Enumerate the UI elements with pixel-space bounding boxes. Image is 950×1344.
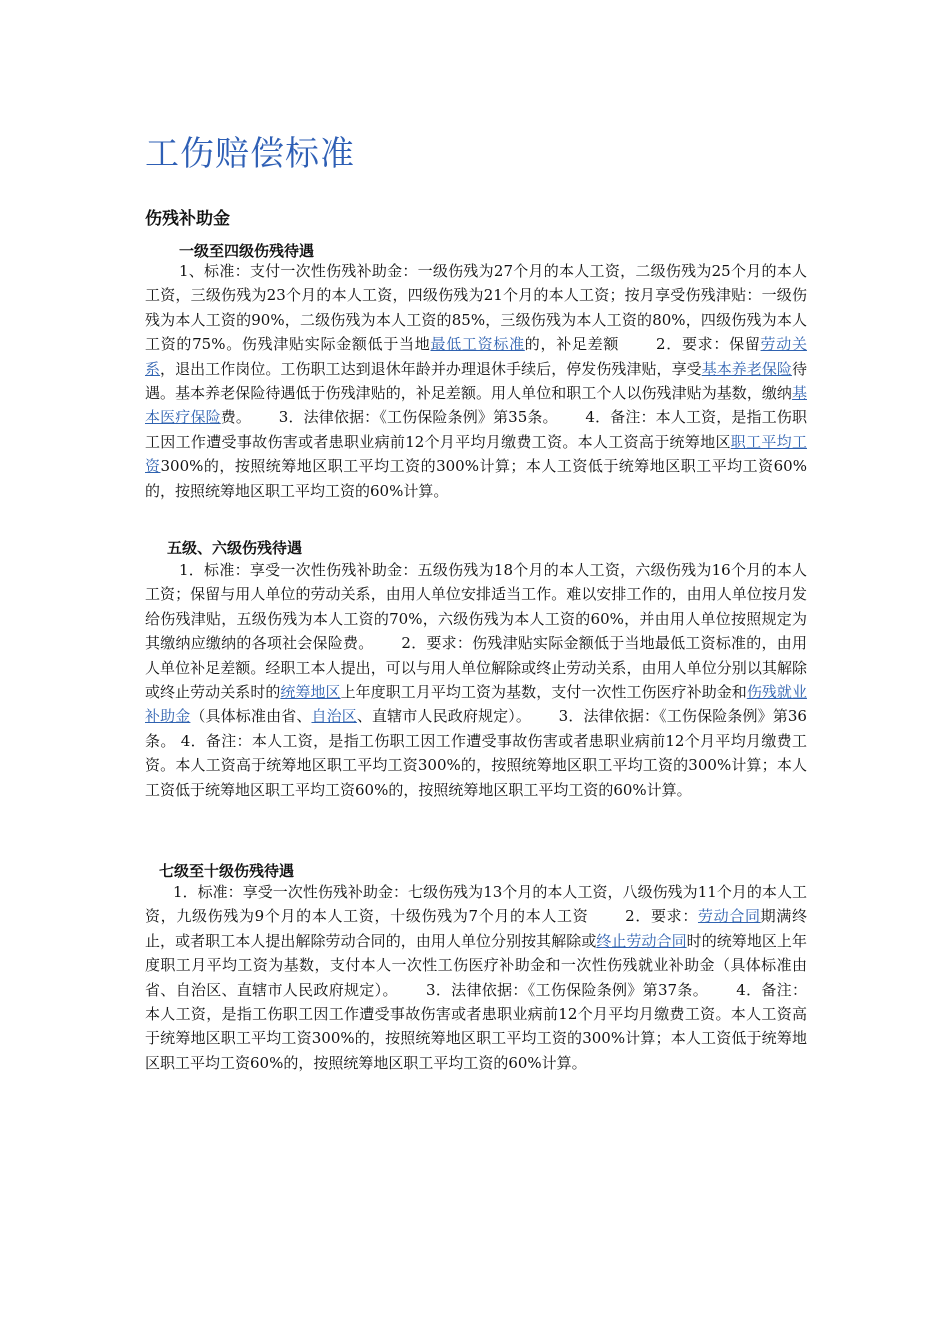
link-basic-pension-insurance[interactable]: 基本养老保险	[701, 359, 792, 378]
subsection-title-grade-5-6: 五级、六级伤残待遇	[167, 539, 303, 557]
text-run: 费。 3．法律依据：《工伤保险条例》第35条。 4．备注：本人工资，是指工伤职工因工作遭受事故伤害或者患职业病前12个月平均月缴费工资。本人工资高于统筹地区	[145, 408, 807, 451]
text-run: ，退出工作岗位。工伤职工达到退休年龄并办理退休手续后，停发伤残津贴，享受	[160, 359, 702, 378]
paragraph-grade-7-10	[145, 880, 807, 1075]
page-title: 工伤赔偿标准	[145, 134, 355, 174]
text-run: 300%的，按照统筹地区职工平均工资的300%计算；本人工资低于统筹地区职工平均工资60%的，按照统筹地区职工平均工资的60%计算。	[145, 457, 807, 500]
subsection-title-grade-7-10: 七级至十级伤残待遇	[159, 862, 295, 880]
text-run: 1．标准：享受一次性伤残补助金：七级伤残为13个月的本人工资，八级伤残为11个月的本人工资，九级伤残为9个月的本人工资，十级伤残为7个月的本人工资 2．要求：	[145, 883, 807, 926]
text-run: 待遇。基本养老保险待遇低于伤残津贴的，补足差额。用人单位和职工个人以伤残津贴为基数，缴纳	[145, 359, 807, 403]
text-run: 上年度职工月平均工资为基数，支付一次性工伤医疗补助金和	[340, 683, 747, 702]
link-labor-relations[interactable]: 劳动关系	[145, 335, 807, 378]
link-labor-contract[interactable]: 劳动合同	[697, 907, 761, 926]
text-run: （具体标准由省、	[190, 707, 312, 726]
link-minimum-wage-standard[interactable]: 最低工资标准	[430, 335, 525, 354]
paragraph-grade-5-6	[145, 558, 807, 802]
link-terminate-labor-contract[interactable]: 终止劳动合同	[596, 931, 687, 950]
text-run: 的，补足差额 2．要求：保留	[524, 335, 761, 354]
text-run: 、直辖市人民政府规定）。 3．法律依据：《工伤保险条例》第36条。 4．备注：本人工资，是指工伤职工因工作遭受事故伤害或者患职业病前12个月平均月缴费工资。本人工资高于统筹地区职工平均工资300%的，按照统筹地区职工平均工资的300%计算；本人工资低于统筹地区职工平均工资60%的，按照统筹地区职工平均工资的60%计算。	[145, 707, 807, 799]
text-run: 1．标准：享受一次性伤残补助金：五级伤残为18个月的本人工资，六级伤残为16个月的本人工资；保留与用人单位的劳动关系，由用人单位安排适当工作。难以安排工作的，由用人单位按月发给伤残津贴，五级伤残为本人工资的70%，六级伤残为本人工资的60%，并由用人单位按照规定为其缴纳应缴纳的各项社会保险费。 2．要求：伤残津贴实际金额低于当地最低工资标准的，由用人单位补足差额。经职工本人提出，可以与用人单位解除或终止劳动关系，由用人单位分别以其解除或终止劳动关系时的	[145, 561, 807, 702]
link-autonomous-region[interactable]: 自治区	[311, 707, 357, 726]
link-disability-employment-subsidy[interactable]: 伤残就业补助金	[145, 683, 807, 726]
text-run: 时的统筹地区上年度职工月平均工资为基数，支付本人一次性工伤医疗补助金和一次性伤残就业补助金（具体标准由省、自治区、直辖市人民政府规定）。 3．法律依据：《工伤保险条例》第37条。 4．备注：本人工资，是指工伤职工因工作遭受事故伤害或者患职业病前12个月平均月缴费工资。本人工资高于统筹地区职工平均工资300%的，按照统筹地区职工平均工资的300%计算；本人工资低于统筹地区职工平均工资60%的，按照统筹地区职工平均工资的60%计算。	[145, 931, 807, 1072]
text-run: 期满终止，或者职工本人提出解除劳动合同的，由用人单位分别按其解除或	[145, 907, 807, 950]
paragraph-grade-1-4	[145, 259, 807, 503]
link-basic-medical-insurance[interactable]: 基本医疗保险	[145, 384, 807, 427]
link-coordinated-region[interactable]: 统筹地区	[280, 683, 341, 702]
section-heading: 伤残补助金	[145, 209, 230, 229]
subsection-title-grade-1-4: 一级至四级伤残待遇	[179, 242, 315, 260]
link-average-wage[interactable]: 职工平均工资	[145, 432, 807, 476]
text-run: 1、标准：支付一次性伤残补助金：一级伤残为27个月的本人工资，二级伤残为25个月的本人工资，三级伤残为23个月的本人工资，四级伤残为21个月的本人工资；按月享受伤残津贴：一级伤残为本人工资的90%，二级伤残为本人工资的85%，三级伤残为本人工资的80%，四级伤残为本人工资的75%。伤残津贴实际金额低于当地	[145, 262, 807, 354]
